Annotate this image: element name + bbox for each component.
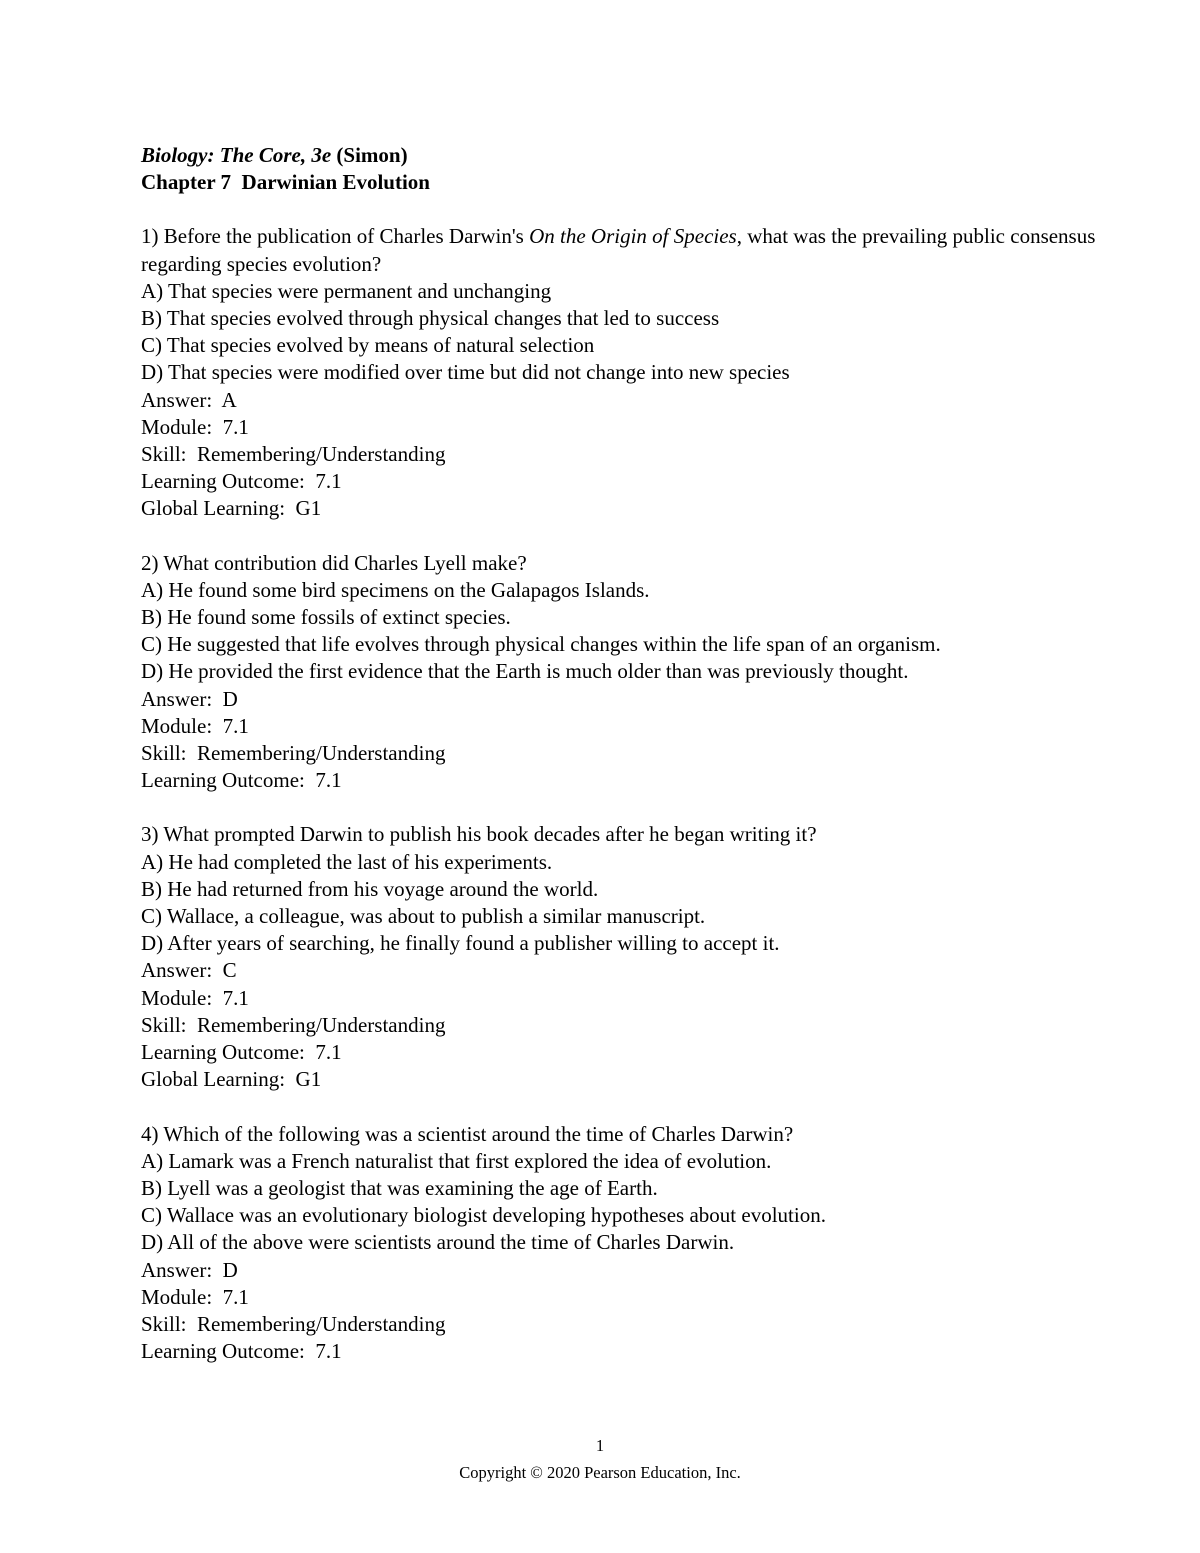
- question-stem-end: , what was the prevailing public consensus regarding species evolution?: [141, 224, 1096, 276]
- question-2: [141, 550, 1101, 795]
- choice-d: D) After years of searching, he finally found a publisher willing to accept it.: [141, 931, 780, 956]
- choice-c: C) Wallace, a colleague, was about to publish a similar manuscript.: [141, 904, 706, 929]
- choice-a: A) That species were permanent and unchanging: [141, 278, 552, 303]
- question-stem: 4) Which of the following was a scientist around the time of Charles Darwin?: [141, 1121, 794, 1146]
- question-stem: [141, 223, 1101, 277]
- choice-d: D) All of the above were scientists around the time of Charles Darwin.: [141, 1230, 735, 1255]
- answer: Answer: D: [141, 686, 238, 711]
- global-learning: Global Learning: G1: [141, 1067, 322, 1092]
- book-header: [141, 142, 1101, 169]
- answer: Answer: D: [141, 1257, 238, 1282]
- question-stem: 2) What contribution did Charles Lyell make?: [141, 550, 527, 575]
- answer: Answer: A: [141, 387, 237, 412]
- question-1: [141, 223, 1101, 522]
- skill: Skill: Remembering/Understanding: [141, 741, 446, 766]
- page-number: 1: [595, 1436, 605, 1455]
- choice-b: B) He found some fossils of extinct species.: [141, 605, 511, 630]
- choice-c: C) Wallace was an evolutionary biologist developing hypotheses about evolution.: [141, 1203, 826, 1228]
- learning-outcome: Learning Outcome: 7.1: [141, 469, 342, 494]
- module: Module: 7.1: [141, 414, 249, 439]
- chapter-title: Chapter 7 Darwinian Evolution: [141, 170, 430, 195]
- choice-c: C) He suggested that life evolves through physical changes within the life span of an organism.: [141, 632, 941, 657]
- choice-b: B) Lyell was a geologist that was examining the age of Earth.: [141, 1175, 658, 1200]
- choice-c: C) That species evolved by means of natural selection: [141, 333, 595, 358]
- module: Module: 7.1: [141, 1284, 249, 1309]
- copyright-notice: Copyright © 2020 Pearson Education, Inc.: [459, 1463, 741, 1482]
- choice-a: A) Lamark was a French naturalist that first explored the idea of evolution.: [141, 1148, 772, 1173]
- choice-a: A) He found some bird specimens on the Galapagos Islands.: [141, 577, 650, 602]
- skill: Skill: Remembering/Understanding: [141, 1012, 446, 1037]
- answer: Answer: C: [141, 958, 237, 983]
- learning-outcome: Learning Outcome: 7.1: [141, 768, 342, 793]
- book-title: Biology: The Core, 3e: [141, 143, 332, 167]
- global-learning: Global Learning: G1: [141, 496, 322, 521]
- learning-outcome: Learning Outcome: 7.1: [141, 1339, 342, 1364]
- choice-d: D) That species were modified over time but did not change into new species: [141, 360, 790, 385]
- module: Module: 7.1: [141, 985, 249, 1010]
- learning-outcome: Learning Outcome: 7.1: [141, 1040, 342, 1065]
- skill: Skill: Remembering/Understanding: [141, 442, 446, 467]
- book-reference: On the Origin of Species: [529, 224, 737, 249]
- question-stem: 3) What prompted Darwin to publish his book decades after he began writing it?: [141, 822, 817, 847]
- page-content: [141, 142, 1101, 1365]
- choice-a: A) He had completed the last of his experiments.: [141, 849, 553, 874]
- question-4: [141, 1121, 1101, 1366]
- book-author: (Simon): [336, 143, 408, 167]
- question-stem-start: 1) Before the publication of Charles Darwin's: [141, 224, 530, 249]
- choice-b: B) That species evolved through physical changes that led to success: [141, 306, 720, 331]
- skill: Skill: Remembering/Understanding: [141, 1311, 446, 1336]
- choice-d: D) He provided the first evidence that the Earth is much older than was previously thought.: [141, 659, 909, 684]
- choice-b: B) He had returned from his voyage around the world.: [141, 876, 599, 901]
- module: Module: 7.1: [141, 713, 249, 738]
- question-3: [141, 821, 1101, 1093]
